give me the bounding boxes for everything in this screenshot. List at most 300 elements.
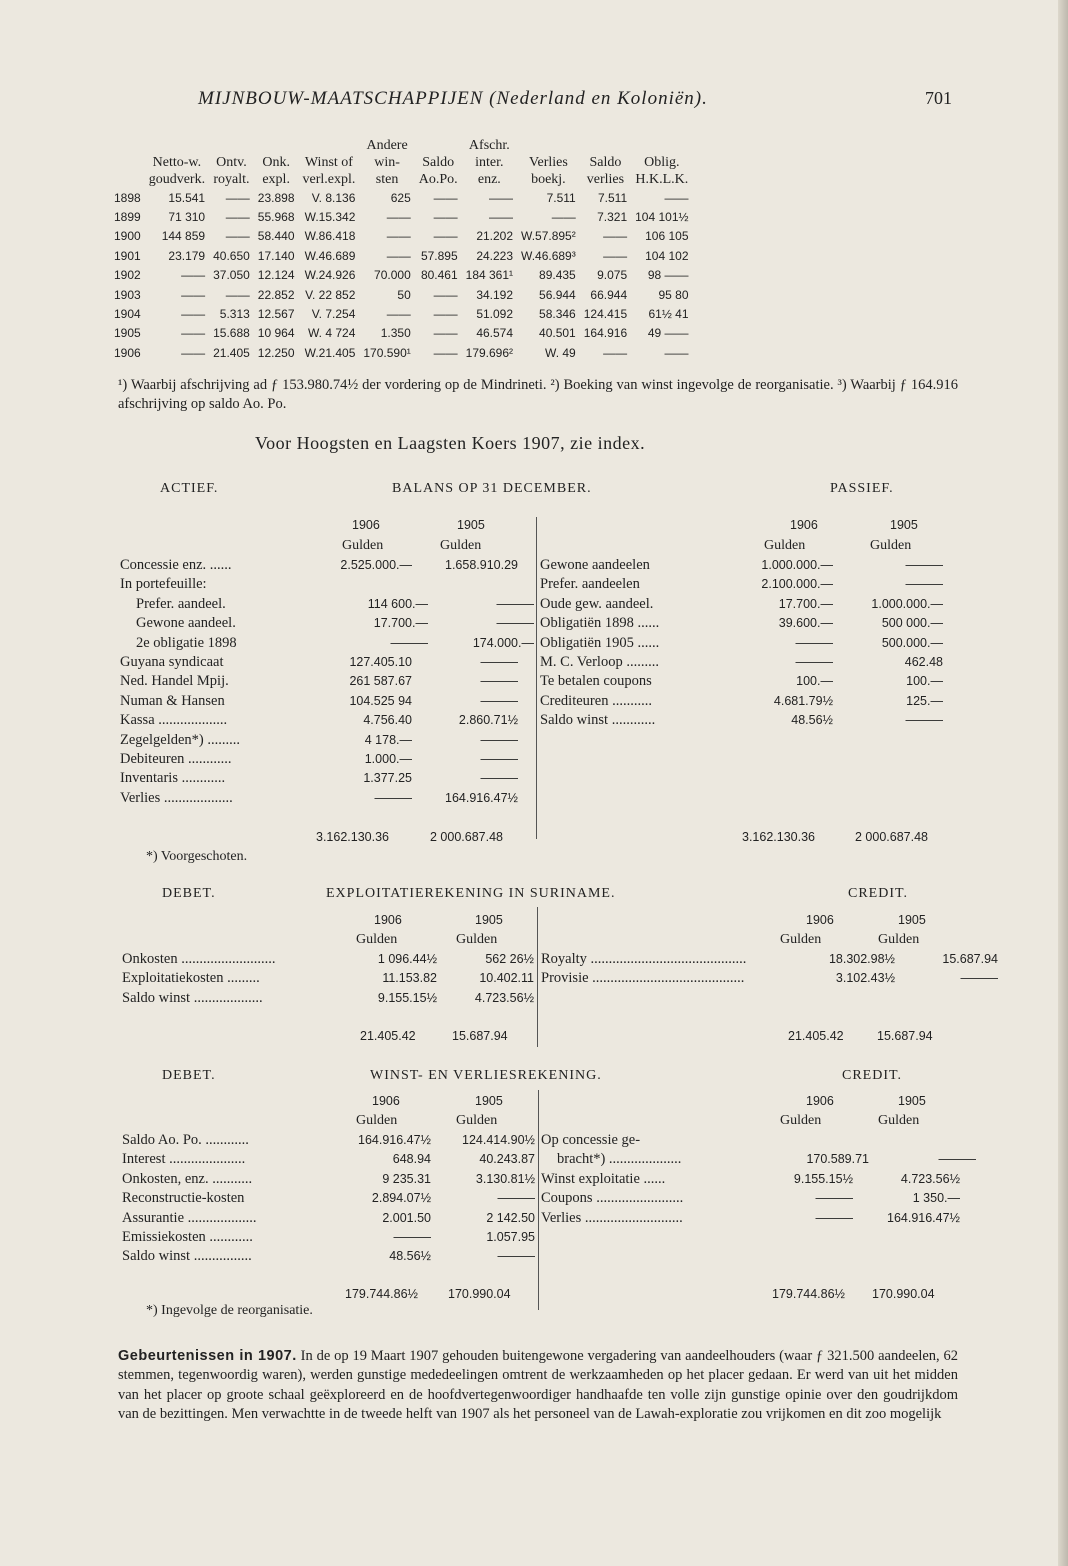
ledger-row xyxy=(122,950,534,969)
exploitatie-credit-list xyxy=(541,950,998,989)
ledger-row xyxy=(540,556,943,575)
exploitatie-left-year2: 1905 xyxy=(475,913,503,927)
history-row xyxy=(110,343,693,362)
history-footnotes: ¹) Waarbij afschrijving ad ƒ 153.980.74½ der vordering op de Mindrineti. ²) Boeking van winst ingevolge de reorganisatie. ³) Waarbij ƒ 164.916 afschrijving op saldo Ao. Po. xyxy=(118,377,958,412)
exploitatie-right-year2: 1905 xyxy=(898,913,926,927)
history-value-cell: W.15.342 xyxy=(304,210,356,225)
ledger-amount: 124.414.90½ xyxy=(462,1133,535,1147)
history-header-cell xyxy=(517,137,580,154)
ledger-amount: ——— xyxy=(795,654,833,669)
balans-actief-list xyxy=(120,556,534,808)
ledger-amount: 11.153.82 xyxy=(382,971,437,986)
ledger-label: Crediteuren ........... xyxy=(540,692,652,709)
exploitatie-title: EXPLOITATIEREKENING IN SURINAME. xyxy=(326,886,616,901)
ledger-amount: 9.155.15½ xyxy=(793,1171,853,1186)
ledger-amount: 1.658.910.29 xyxy=(445,558,518,572)
history-value-cell: —— xyxy=(433,229,458,244)
history-value-cell: 58.346 xyxy=(539,307,576,322)
history-value-cell: 89.435 xyxy=(539,268,576,283)
ledger-label: Numan & Hansen xyxy=(120,692,225,709)
history-header-cell: Afschr. xyxy=(468,137,510,153)
ledger-amount: 114 600.— xyxy=(367,596,428,611)
history-header-cell: Oblig. xyxy=(644,154,680,170)
history-value-cell: W.24.926 xyxy=(304,268,356,283)
history-value-cell: W. 49 xyxy=(545,345,576,360)
history-value-cell: 1.350 xyxy=(380,326,411,341)
ledger-label: Interest ..................... xyxy=(122,1151,246,1168)
history-value-cell: 66.944 xyxy=(590,287,628,302)
history-value-cell: —— xyxy=(489,210,514,225)
history-value-cell: 5.313 xyxy=(219,307,250,322)
events-heading: Gebeurtenissen in 1907. xyxy=(118,1348,297,1364)
ledger-label: Saldo Ao. Po. ............ xyxy=(122,1132,249,1148)
history-value-cell: —— xyxy=(225,210,250,225)
ledger-label: Concessie enz. ...... xyxy=(120,557,232,573)
history-value-cell: 179.696² xyxy=(465,345,514,360)
ledger-row xyxy=(540,634,943,653)
history-header-cell: inter. xyxy=(475,154,504,170)
ledger-label: M. C. Verloop ......... xyxy=(540,653,659,670)
history-value-cell: W.57.895² xyxy=(521,229,576,244)
ledger-amount: 2.100.000.— xyxy=(761,577,833,592)
winst-left-total2: 170.990.04 xyxy=(448,1287,511,1301)
exploitatie-left-title: DEBET. xyxy=(162,886,216,901)
ledger-amount: 4.681.79½ xyxy=(773,693,833,708)
ledger-row xyxy=(540,614,943,633)
ledger-row xyxy=(120,789,534,808)
ledger-row xyxy=(120,634,534,653)
ledger-amount: 4.756.40 xyxy=(363,713,412,728)
history-value-cell: 40.650 xyxy=(213,248,250,263)
history-row xyxy=(110,227,693,246)
ledger-label: Saldo winst ................... xyxy=(122,989,263,1006)
winst-left-year2: 1905 xyxy=(475,1094,503,1108)
exploitatie-left-unit1: Gulden xyxy=(356,932,398,947)
history-value-cell: V. 8.136 xyxy=(311,190,356,205)
balans-left-total1: 3.162.130.36 xyxy=(316,830,389,844)
history-value-cell: 15.688 xyxy=(213,326,250,341)
winst-right-total1: 179.744.86½ xyxy=(772,1287,845,1301)
history-value-cell: 106 105 xyxy=(645,229,689,244)
history-header-cell xyxy=(580,137,631,154)
ledger-amount: 1.000.000.— xyxy=(871,596,943,611)
history-year-cell: 1899 xyxy=(114,210,141,225)
history-value-cell: 23.179 xyxy=(168,248,206,263)
history-value-cell: 23.898 xyxy=(257,190,295,205)
ledger-row xyxy=(120,731,534,750)
ledger-amount: 100.— xyxy=(906,674,943,689)
history-value-cell: 7.321 xyxy=(597,210,628,225)
winst-title: WINST- EN VERLIESREKENING. xyxy=(370,1068,602,1083)
history-value-cell: —— xyxy=(433,287,458,302)
ledger-amount: 500 000.— xyxy=(881,616,943,631)
history-year-cell: 1906 xyxy=(114,345,141,360)
history-row xyxy=(110,207,693,226)
ledger-row xyxy=(122,1131,535,1150)
balans-right-title: PASSIEF. xyxy=(830,481,894,496)
ledger-row xyxy=(122,989,534,1008)
history-value-cell: W.86.418 xyxy=(304,229,356,244)
history-header-cell: Saldo xyxy=(589,154,622,170)
history-value-cell: —— xyxy=(225,190,250,205)
ledger-amount: 40.243.87 xyxy=(479,1152,535,1167)
ledger-label: Obligatiën 1898 ...... xyxy=(540,615,660,632)
ledger-row xyxy=(120,653,534,672)
exploitatie-right-unit2: Gulden xyxy=(878,932,920,947)
ledger-row xyxy=(540,653,943,672)
ledger-label: Gewone aandeel. xyxy=(136,615,236,632)
ledger-row xyxy=(120,672,534,691)
ledger-label: Zegelgelden*) ......... xyxy=(120,731,240,748)
ledger-amount: 174.000.— xyxy=(472,635,534,650)
history-value-cell: 164.916 xyxy=(583,326,628,341)
history-value-cell: 50 xyxy=(397,287,411,302)
balans-right-unit1: Gulden xyxy=(764,538,806,553)
history-value-cell: —— xyxy=(386,307,411,322)
ledger-amount: 1.377.25 xyxy=(363,771,412,786)
ledger-row xyxy=(540,575,943,594)
ledger-amount: 10.402.11 xyxy=(479,971,534,986)
winst-right-total2: 170.990.04 xyxy=(872,1287,935,1301)
ledger-amount: 462.48 xyxy=(904,654,943,669)
ledger-amount: ——— xyxy=(496,616,534,631)
history-value-cell: 7.511 xyxy=(597,190,628,205)
events-paragraph xyxy=(118,1347,958,1424)
exploitatie-right-total2: 15.687.94 xyxy=(877,1029,933,1043)
ledger-amount: ——— xyxy=(480,674,518,689)
ledger-row xyxy=(120,595,534,614)
history-value-cell: —— xyxy=(433,190,458,205)
history-value-cell: —— xyxy=(386,229,411,244)
ledger-amount: ——— xyxy=(390,635,428,650)
winst-footnote: *) Ingevolge de reorganisatie. xyxy=(146,1303,313,1318)
ledger-amount: ——— xyxy=(480,693,518,708)
history-header-cell xyxy=(299,137,360,154)
ledger-label: Onkosten .......................... xyxy=(122,951,276,967)
ledger-amount: 125.— xyxy=(906,693,943,708)
history-value-cell: —— xyxy=(181,345,206,360)
ledger-amount: 164.916.47½ xyxy=(358,1133,431,1147)
ledger-row xyxy=(541,1170,976,1189)
exploitatie-left-unit2: Gulden xyxy=(456,932,498,947)
ledger-label: Saldo winst ............ xyxy=(540,712,656,729)
history-row xyxy=(110,188,693,207)
ledger-label: Coupons ........................ xyxy=(541,1190,684,1207)
ledger-amount: 39.600.— xyxy=(778,616,833,631)
ledger-amount: ——— xyxy=(815,1210,853,1225)
balans-title: BALANS OP 31 DECEMBER. xyxy=(392,481,592,496)
history-row xyxy=(110,304,693,323)
history-value-cell: V. 7.254 xyxy=(311,307,356,322)
history-value-cell: 12.250 xyxy=(257,345,295,360)
ledger-row xyxy=(540,672,943,691)
history-header-cell: Verlies xyxy=(528,154,568,170)
history-value-cell: —— xyxy=(433,307,458,322)
history-value-cell: —— xyxy=(603,229,628,244)
ledger-amount: 4.723.56½ xyxy=(900,1171,960,1186)
balans-right-total1: 3.162.130.36 xyxy=(742,830,815,844)
history-value-cell: W.46.689 xyxy=(304,248,356,263)
balans-footnote: *) Voorgeschoten. xyxy=(146,849,248,864)
history-header-cell: expl. xyxy=(262,171,290,187)
history-value-cell: 184 361¹ xyxy=(465,268,514,283)
ledger-amount: ——— xyxy=(497,1191,535,1206)
ledger-row xyxy=(122,1170,535,1189)
history-header-cell: Ao.Po. xyxy=(418,171,458,187)
ledger-label: Prefer. aandeel. xyxy=(136,595,226,612)
ledger-amount: ——— xyxy=(393,1229,431,1244)
history-value-cell: 12.567 xyxy=(257,307,295,322)
ledger-amount: 1 096.44½ xyxy=(377,952,437,966)
history-value-cell: —— xyxy=(603,345,628,360)
ledger-row xyxy=(120,692,534,711)
ledger-label: Provisie .......................................... xyxy=(541,970,745,987)
events-text: In de op 19 Maart 1907 gehouden buitengewone vergadering van aandeelhouders (waar ƒ 321.500 aandeelen, 62 stemmen, tegenwoordig waren), werden gunstige mededeelingen omtrent de werkzaamheden op het placer gedaan. Er werd van uit het midden van het placer op groote schaal geëxploreerd en de hoofdvertegenwoordiger handhaafde ten volle zijn gunstige opinie over den goudrijkdom van de bezittingen. Men verwachtte in de tweede helft van 1907 als het personeel van de Lawah-exploratie zou vrijkomen en dit zoo mogelijk xyxy=(118,1348,959,1422)
history-value-cell: 34.192 xyxy=(476,287,514,302)
history-value-cell: 71 310 xyxy=(168,210,206,225)
balans-left-title: ACTIEF. xyxy=(160,481,219,496)
history-value-cell: 22.852 xyxy=(257,287,295,302)
history-value-cell: 49 —— xyxy=(647,326,689,341)
ledger-amount: ——— xyxy=(815,1191,853,1206)
history-value-cell: —— xyxy=(181,326,206,341)
history-value-cell: 95 80 xyxy=(658,287,689,302)
history-header-cell: Saldo xyxy=(422,154,455,170)
history-value-cell: —— xyxy=(433,345,458,360)
winst-left-unit1: Gulden xyxy=(356,1113,398,1128)
ledger-label: Prefer. aandeelen xyxy=(540,576,640,593)
winst-left-year1: 1906 xyxy=(372,1094,400,1108)
history-row xyxy=(110,266,693,285)
winst-debet-list xyxy=(122,1131,535,1267)
ledger-row xyxy=(120,575,534,594)
ledger-amount: 164.916.47½ xyxy=(887,1210,960,1225)
page-edge-shadow xyxy=(1058,0,1068,1566)
history-value-cell: —— xyxy=(181,268,206,283)
history-value-cell: 104 102 xyxy=(645,248,689,263)
balans-left-total2: 2 000.687.48 xyxy=(430,830,503,844)
ledger-row xyxy=(122,1228,535,1247)
balans-left-unit2: Gulden xyxy=(440,538,482,553)
ledger-amount: 9 235.31 xyxy=(382,1171,431,1186)
exploitatie-left-total1: 21.405.42 xyxy=(360,1029,416,1043)
ledger-label: Gewone aandeelen xyxy=(540,557,650,573)
ledger-amount: 15.687.94 xyxy=(942,952,998,966)
ledger-label: Te betalen coupons xyxy=(540,673,652,690)
ledger-amount: ——— xyxy=(938,1152,976,1167)
history-header-cell: enz. xyxy=(477,171,501,187)
balans-right-unit2: Gulden xyxy=(870,538,912,553)
ledger-amount: 2.894.07½ xyxy=(371,1191,431,1206)
history-value-cell: 7.511 xyxy=(546,190,576,205)
ledger-label: Assurantie ................... xyxy=(122,1209,257,1226)
history-year-cell: 1904 xyxy=(114,307,141,322)
exploitatie-divider xyxy=(537,907,538,1047)
ledger-amount: 18.302.98½ xyxy=(828,952,895,966)
history-header-cell xyxy=(631,137,692,154)
history-value-cell: 70.000 xyxy=(374,268,411,283)
exploitatie-left-total2: 15.687.94 xyxy=(452,1029,508,1043)
ledger-row xyxy=(120,711,534,730)
ledger-amount: 170.589.71 xyxy=(806,1152,869,1167)
ledger-amount: 3.102.43½ xyxy=(835,971,895,986)
history-header-cell xyxy=(110,137,145,154)
ledger-row xyxy=(122,1150,535,1169)
ledger-amount: ——— xyxy=(795,635,833,650)
history-header-cell: Andere xyxy=(366,137,408,153)
exploitatie-right-title: CREDIT. xyxy=(848,886,909,901)
ledger-amount: ——— xyxy=(480,751,518,766)
history-value-cell: 51.092 xyxy=(476,307,514,322)
ledger-amount: 500.000.— xyxy=(881,635,943,650)
history-value-cell: V. 22 852 xyxy=(305,287,356,302)
winst-divider xyxy=(538,1090,539,1310)
history-header-row xyxy=(110,137,693,154)
history-header-cell: royalt. xyxy=(213,171,250,187)
history-value-cell: —— xyxy=(433,326,458,341)
history-header-cell: verlies xyxy=(586,171,625,187)
winst-left-total1: 179.744.86½ xyxy=(345,1287,418,1301)
history-row xyxy=(110,324,693,343)
ledger-amount: 17.700.— xyxy=(778,596,833,611)
balans-right-year2: 1905 xyxy=(890,518,918,532)
ledger-amount: 9.155.15½ xyxy=(377,990,437,1005)
history-value-cell: 46.574 xyxy=(476,326,514,341)
history-header-cell xyxy=(145,137,209,154)
exploitatie-right-year1: 1906 xyxy=(806,913,834,927)
history-value-cell: 37.050 xyxy=(213,268,250,283)
winst-left-title: DEBET. xyxy=(162,1068,216,1083)
history-value-cell: 57.895 xyxy=(420,248,458,263)
history-header-row xyxy=(110,154,693,171)
history-value-cell: 170.590¹ xyxy=(363,345,411,360)
ledger-label: In portefeuille: xyxy=(120,576,207,593)
history-row xyxy=(110,246,693,265)
winst-credit-list xyxy=(541,1131,976,1228)
ledger-label: 2e obligatie 1898 xyxy=(136,634,237,651)
ledger-row xyxy=(541,950,998,969)
history-value-cell: W.21.405 xyxy=(304,345,356,360)
ledger-amount: 2 142.50 xyxy=(486,1210,535,1225)
ledger-row xyxy=(122,1247,535,1266)
history-value-cell: 124.415 xyxy=(583,307,628,322)
history-value-cell: 625 xyxy=(390,190,411,205)
ledger-amount: 648.94 xyxy=(392,1152,431,1167)
history-value-cell: 98 —— xyxy=(647,268,689,283)
ledger-amount: 48.56½ xyxy=(791,713,833,728)
history-value-cell: 10 964 xyxy=(257,326,295,341)
ledger-row xyxy=(540,692,943,711)
history-value-cell: —— xyxy=(603,248,628,263)
ledger-label: Guyana syndicaat xyxy=(120,653,224,670)
ledger-row xyxy=(122,1209,535,1228)
balans-left-year2: 1905 xyxy=(457,518,485,532)
ledger-label: bracht*) .................... xyxy=(557,1151,682,1168)
ledger-label: Royalty ........................................... xyxy=(541,951,747,967)
history-year-cell: 1901 xyxy=(114,248,141,263)
history-value-cell: —— xyxy=(225,287,250,302)
exploitatie-right-unit1: Gulden xyxy=(780,932,822,947)
history-value-cell: 56.944 xyxy=(539,287,576,302)
ledger-row xyxy=(120,769,534,788)
ledger-amount: ——— xyxy=(905,577,943,592)
history-header-cell: Winst of xyxy=(304,154,353,170)
history-row xyxy=(110,285,693,304)
ledger-amount: ——— xyxy=(905,558,943,572)
ledger-label: Inventaris ............ xyxy=(120,770,226,787)
winst-left-unit2: Gulden xyxy=(456,1113,498,1128)
ledger-amount: ——— xyxy=(374,790,412,805)
history-value-cell: —— xyxy=(551,210,576,225)
history-value-cell: 17.140 xyxy=(257,248,295,263)
history-value-cell: 61½ 41 xyxy=(648,307,689,322)
ledger-label: Ned. Handel Mpij. xyxy=(120,673,229,690)
ledger-amount: 2.001.50 xyxy=(382,1210,431,1225)
ledger-label: Reconstructie-kosten xyxy=(122,1190,245,1207)
history-header-cell: sten xyxy=(375,171,399,187)
history-header-cell: Netto-w. xyxy=(152,154,202,170)
ledger-amount: ——— xyxy=(905,713,943,728)
ledger-amount: 1.057.95 xyxy=(486,1229,535,1244)
balans-right-total2: 2 000.687.48 xyxy=(855,830,928,844)
history-header-cell xyxy=(110,154,145,171)
history-value-cell: 21.202 xyxy=(476,229,514,244)
history-year-cell: 1902 xyxy=(114,268,141,283)
balans-left-year1: 1906 xyxy=(352,518,380,532)
ledger-amount: 164.916.47½ xyxy=(445,790,518,805)
ledger-amount: 4 178.— xyxy=(364,732,412,747)
ledger-amount: ——— xyxy=(960,971,998,986)
ledger-label: Obligatiën 1905 ...... xyxy=(540,634,660,651)
history-value-cell: 144 859 xyxy=(161,229,206,244)
history-value-cell: 55.968 xyxy=(257,210,295,225)
ledger-label: Verlies ................... xyxy=(120,789,233,806)
koers-note: Voor Hoogsten en Laagsten Koers 1907, zie index. xyxy=(255,433,646,453)
ledger-row xyxy=(120,556,534,575)
history-value-cell: 24.223 xyxy=(476,248,514,263)
ledger-amount: ——— xyxy=(497,1249,535,1264)
ledger-amount: ——— xyxy=(496,596,534,611)
ledger-amount: 1.000.— xyxy=(364,751,412,766)
history-value-cell: W.46.689³ xyxy=(521,248,576,263)
ledger-amount: 4.723.56½ xyxy=(474,990,534,1005)
exploitatie-debet-list xyxy=(122,950,534,1008)
history-value-cell: —— xyxy=(181,287,206,302)
winst-right-year2: 1905 xyxy=(898,1094,926,1108)
winst-right-title: CREDIT. xyxy=(842,1068,903,1083)
history-header-cell: win- xyxy=(374,154,400,170)
history-header-cell: boekj. xyxy=(531,171,566,187)
history-value-cell: 40.501 xyxy=(539,326,576,341)
balans-divider xyxy=(536,517,537,839)
ledger-label: Op concessie ge- xyxy=(541,1132,641,1148)
history-year-cell: 1905 xyxy=(114,326,141,341)
ledger-label: Exploitatiekosten ......... xyxy=(122,970,260,987)
history-header-cell: goudverk. xyxy=(148,171,206,187)
history-value-cell: 80.461 xyxy=(420,268,458,283)
balans-left-unit1: Gulden xyxy=(342,538,384,553)
history-year-cell: 1898 xyxy=(114,190,141,205)
history-header-cell xyxy=(415,137,462,154)
ledger-label: Saldo winst ................ xyxy=(122,1248,252,1265)
history-header-cell: Onk. xyxy=(262,154,290,170)
history-table xyxy=(110,137,693,363)
ledger-amount: 2.525.000.— xyxy=(340,558,412,572)
ledger-amount: ——— xyxy=(480,732,518,747)
history-header-row xyxy=(110,171,693,188)
ledger-row xyxy=(120,750,534,769)
exploitatie-right-total1: 21.405.42 xyxy=(788,1029,844,1043)
